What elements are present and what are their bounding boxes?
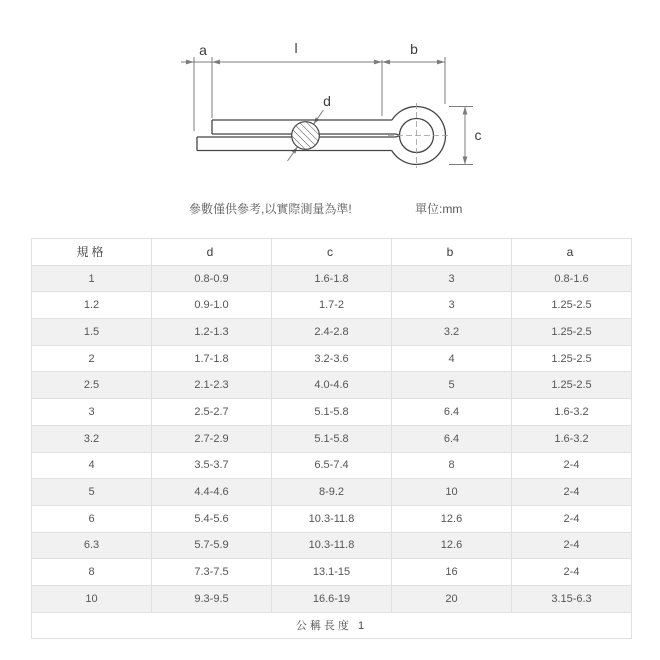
dim-label-l: l xyxy=(294,40,298,56)
table-cell: 1.25-2.5 xyxy=(512,345,632,372)
table-cell: 5 xyxy=(32,479,152,506)
dim-label-b: b xyxy=(410,41,418,57)
table-row xyxy=(32,372,632,399)
table-cell: 2.5-2.7 xyxy=(152,399,272,426)
table-cell: 2-4 xyxy=(512,559,632,586)
table-cell: 10 xyxy=(32,585,152,612)
table-cell: 1.7-2 xyxy=(272,292,392,319)
header-cell-b: b xyxy=(392,239,512,266)
table-row xyxy=(32,479,632,506)
footer-row xyxy=(32,612,632,639)
table-cell: 20 xyxy=(392,585,512,612)
table-cell: 16 xyxy=(392,559,512,586)
header-cell-a: a xyxy=(512,239,632,266)
table-cell: 3 xyxy=(392,265,512,292)
table-cell: 13.1-15 xyxy=(272,559,392,586)
spec-table xyxy=(31,238,632,639)
table-cell: 2-4 xyxy=(512,532,632,559)
table-cell: 1.5 xyxy=(32,319,152,346)
table-row xyxy=(32,452,632,479)
table-cell: 3.2 xyxy=(32,425,152,452)
table-row xyxy=(32,559,632,586)
table-cell: 4.0-4.6 xyxy=(272,372,392,399)
table-cell: 8-9.2 xyxy=(272,479,392,506)
table-cell: 1.6-3.2 xyxy=(512,425,632,452)
spec-table-body xyxy=(32,265,632,612)
table-cell: 3 xyxy=(32,399,152,426)
table-row xyxy=(32,399,632,426)
note-row xyxy=(0,200,660,216)
table-cell: 10 xyxy=(392,479,512,506)
table-row xyxy=(32,585,632,612)
table-cell: 1.25-2.5 xyxy=(512,319,632,346)
table-cell: 1.7-1.8 xyxy=(152,345,272,372)
table-cell: 8 xyxy=(392,452,512,479)
wire-cross-section xyxy=(292,122,320,150)
table-cell: 1.25-2.5 xyxy=(512,372,632,399)
table-cell: 10.3-11.8 xyxy=(272,505,392,532)
table-cell: 2-4 xyxy=(512,479,632,506)
table-cell: 6 xyxy=(32,505,152,532)
table-cell: 3.5-3.7 xyxy=(152,452,272,479)
table-cell: 6.4 xyxy=(392,399,512,426)
table-cell: 12.6 xyxy=(392,532,512,559)
table-cell: 2.5 xyxy=(32,372,152,399)
header-cell-c: c xyxy=(272,239,392,266)
table-cell: 3 xyxy=(392,292,512,319)
table-cell: 0.9-1.0 xyxy=(152,292,272,319)
header-cell-d: d xyxy=(152,239,272,266)
table-row xyxy=(32,319,632,346)
table-cell: 8 xyxy=(32,559,152,586)
table-cell: 5.7-5.9 xyxy=(152,532,272,559)
table-cell: 2-4 xyxy=(512,452,632,479)
table-cell: 0.8-1.6 xyxy=(512,265,632,292)
dimension-arrows xyxy=(186,60,467,165)
table-cell: 2-4 xyxy=(512,505,632,532)
header-row xyxy=(32,239,632,266)
table-cell: 5.1-5.8 xyxy=(272,399,392,426)
table-cell: 16.6-19 xyxy=(272,585,392,612)
table-cell: 3.15-6.3 xyxy=(512,585,632,612)
table-row xyxy=(32,425,632,452)
table-cell: 10.3-11.8 xyxy=(272,532,392,559)
table-row xyxy=(32,505,632,532)
spec-table-foot xyxy=(32,612,632,639)
table-cell: 3.2 xyxy=(392,319,512,346)
table-cell: 12.6 xyxy=(392,505,512,532)
dimension-lines xyxy=(181,57,473,165)
table-cell: 9.3-9.5 xyxy=(152,585,272,612)
table-cell: 1.25-2.5 xyxy=(512,292,632,319)
table-cell: 6.5-7.4 xyxy=(272,452,392,479)
table-cell: 2 xyxy=(32,345,152,372)
table-cell: 1.6-1.8 xyxy=(272,265,392,292)
footer-cell: 公稱長度 1 xyxy=(32,612,632,639)
table-row xyxy=(32,292,632,319)
table-row xyxy=(32,532,632,559)
table-cell: 0.8-0.9 xyxy=(152,265,272,292)
table-cell: 2.4-2.8 xyxy=(272,319,392,346)
table-cell: 5 xyxy=(392,372,512,399)
header-cell-spec: 規格 xyxy=(32,239,152,266)
table-cell: 4.4-4.6 xyxy=(152,479,272,506)
centerlines xyxy=(388,103,448,168)
table-cell: 1.6-3.2 xyxy=(512,399,632,426)
table-cell: 1 xyxy=(32,265,152,292)
table-cell: 4 xyxy=(32,452,152,479)
dim-label-a: a xyxy=(199,42,207,58)
table-row xyxy=(32,345,632,372)
table-row xyxy=(32,265,632,292)
table-cell: 2.7-2.9 xyxy=(152,425,272,452)
cotter-pin-diagram xyxy=(172,8,497,193)
dim-label-d: d xyxy=(323,93,331,109)
table-cell: 1.2 xyxy=(32,292,152,319)
table-cell: 7.3-7.5 xyxy=(152,559,272,586)
dim-label-c: c xyxy=(474,127,482,143)
spec-table-head xyxy=(32,239,632,266)
table-cell: 6.4 xyxy=(392,425,512,452)
table-cell: 3.2-3.6 xyxy=(272,345,392,372)
disclaimer-text: 參數僅供參考,以實際測量為準! xyxy=(189,202,352,216)
table-cell: 1.2-1.3 xyxy=(152,319,272,346)
table-cell: 5.4-5.6 xyxy=(152,505,272,532)
table-cell: 4 xyxy=(392,345,512,372)
table-cell: 2.1-2.3 xyxy=(152,372,272,399)
table-cell: 5.1-5.8 xyxy=(272,425,392,452)
unit-text: 單位:mm xyxy=(415,202,463,216)
table-cell: 6.3 xyxy=(32,532,152,559)
